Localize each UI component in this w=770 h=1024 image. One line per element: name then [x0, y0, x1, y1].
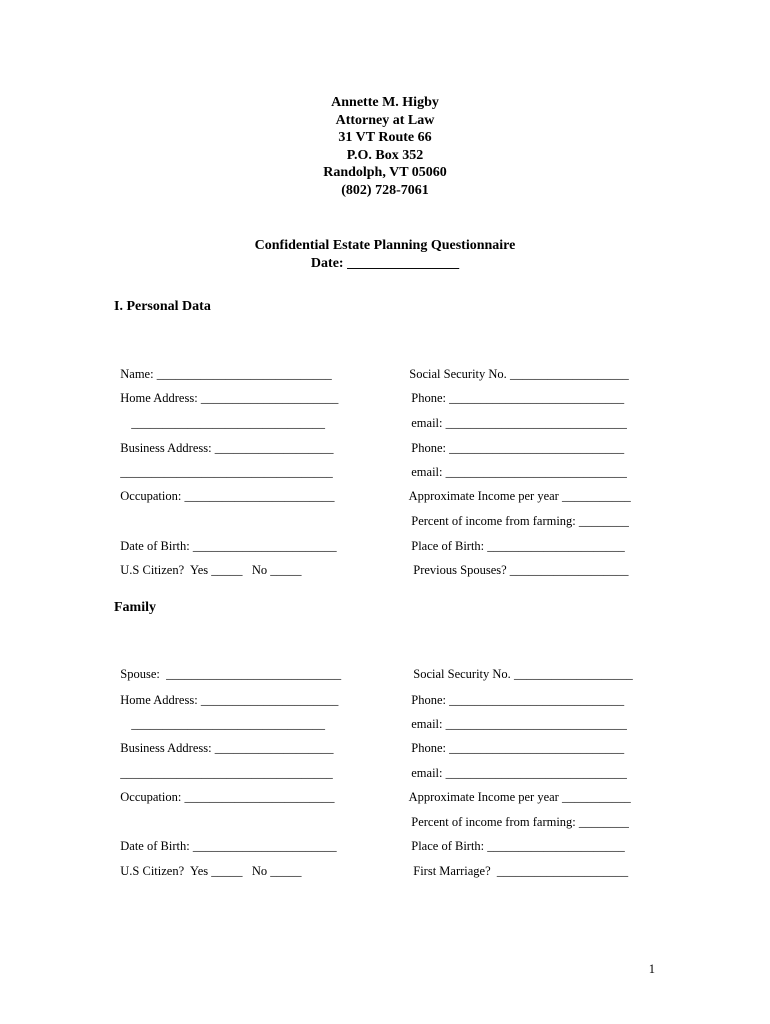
field-label: email:: [411, 766, 443, 780]
field-label: Approximate Income per year: [408, 790, 559, 804]
page-number: 1: [648, 962, 655, 976]
field-label: Phone:: [411, 441, 446, 455]
field-blank[interactable]: _____________________________: [445, 465, 627, 479]
field-label: Percent of income from farming:: [411, 514, 576, 528]
field-blank[interactable]: ________: [578, 514, 629, 528]
field-label: Date of Birth:: [120, 539, 190, 553]
field-label: Approximate Income per year: [408, 489, 559, 503]
field-label: Social Security No.: [413, 667, 511, 681]
citizen-no-option[interactable]: No _____: [251, 864, 302, 878]
field-label: Home Address:: [120, 693, 198, 707]
field-blank[interactable]: ____________________________: [449, 741, 625, 755]
field-blank[interactable]: ____________________________: [449, 441, 625, 455]
field-blank[interactable]: ________________________: [184, 489, 335, 503]
field-label: email:: [411, 717, 443, 731]
field-label: email:: [411, 465, 443, 479]
spouse-occupation-field[interactable]: [114, 775, 334, 805]
family-heading: Family: [114, 600, 156, 615]
field-blank[interactable]: ____________________________: [156, 367, 332, 381]
field-blank[interactable]: ____________________________: [449, 391, 625, 405]
field-label: Place of Birth:: [411, 839, 485, 853]
field-label: Phone:: [411, 693, 446, 707]
field-blank[interactable]: ____________________________: [449, 693, 625, 707]
citizen-yes-option[interactable]: Yes _____: [189, 864, 243, 878]
field-blank[interactable]: _____________________________: [445, 766, 627, 780]
city-state-zip: Randolph, VT 05060: [323, 165, 447, 181]
field-blank[interactable]: ___________________: [513, 667, 633, 681]
field-blank[interactable]: ________: [578, 815, 629, 829]
field-blank[interactable]: _______________________________: [131, 717, 325, 731]
field-label: Occupation:: [120, 489, 182, 503]
letterhead: [0, 94, 770, 200]
street-address: 31 VT Route 66: [338, 130, 432, 146]
field-blank[interactable]: ______________________: [487, 839, 625, 853]
field-blank[interactable]: ___________________: [509, 367, 629, 381]
office-phone: (802) 728-7061: [341, 182, 429, 198]
po-box: P.O. Box 352: [346, 147, 424, 163]
field-label: Business Address:: [120, 441, 212, 455]
attorney-name: Annette M. Higby: [331, 95, 439, 110]
citizen-no-option[interactable]: No _____: [251, 563, 302, 577]
field-label: Previous Spouses?: [413, 563, 507, 577]
field-blank[interactable]: _____________________________: [445, 416, 627, 430]
field-label: Social Security No.: [409, 367, 507, 381]
field-blank[interactable]: __________________________________: [120, 465, 333, 479]
field-blank[interactable]: _______________________________: [131, 416, 325, 430]
field-blank[interactable]: ___________________: [509, 563, 629, 577]
field-blank[interactable]: ___________________: [214, 441, 334, 455]
date-field[interactable]: Date: ________________: [310, 255, 460, 271]
field-label: U.S Citizen?: [120, 864, 185, 878]
occupation-field[interactable]: [114, 474, 334, 504]
field-label: Percent of income from farming:: [411, 815, 576, 829]
field-blank[interactable]: ______________________: [200, 693, 339, 707]
field-blank[interactable]: ______________________: [200, 391, 339, 405]
field-label: U.S Citizen?: [120, 563, 185, 577]
field-blank[interactable]: ____________________________: [166, 667, 342, 681]
field-label: Name:: [120, 367, 154, 381]
field-blank[interactable]: ___________: [561, 489, 631, 503]
citizen-field[interactable]: [114, 548, 302, 578]
field-blank[interactable]: _______________________: [192, 839, 337, 853]
field-blank[interactable]: ______________________: [487, 539, 625, 553]
field-label: email:: [411, 416, 443, 430]
previous-spouses-field[interactable]: [407, 548, 629, 578]
field-blank[interactable]: _______________________: [192, 539, 337, 553]
attorney-title: Attorney at Law: [335, 112, 435, 128]
field-blank[interactable]: ________________________: [184, 790, 335, 804]
field-blank[interactable]: ___________: [561, 790, 631, 804]
field-blank[interactable]: _____________________: [496, 864, 629, 878]
field-label: Home Address:: [120, 391, 198, 405]
field-blank[interactable]: ___________________: [214, 741, 334, 755]
first-marriage-field[interactable]: [407, 849, 628, 879]
field-label: Place of Birth:: [411, 539, 485, 553]
field-label: Date of Birth:: [120, 839, 190, 853]
field-label: Phone:: [411, 391, 446, 405]
field-blank[interactable]: __________________________________: [120, 766, 333, 780]
field-label: Business Address:: [120, 741, 212, 755]
form-header: [0, 237, 770, 273]
field-label: Phone:: [411, 741, 446, 755]
personal-data-heading: I. Personal Data: [114, 299, 211, 314]
citizen-yes-option[interactable]: Yes _____: [189, 563, 243, 577]
field-blank[interactable]: _____________________________: [445, 717, 627, 731]
form-title: Confidential Estate Planning Questionnaire: [254, 238, 516, 253]
spouse-citizen-field[interactable]: [114, 849, 302, 879]
field-label: First Marriage?: [413, 864, 491, 878]
field-label: Occupation:: [120, 790, 182, 804]
field-label: Spouse:: [120, 667, 160, 681]
